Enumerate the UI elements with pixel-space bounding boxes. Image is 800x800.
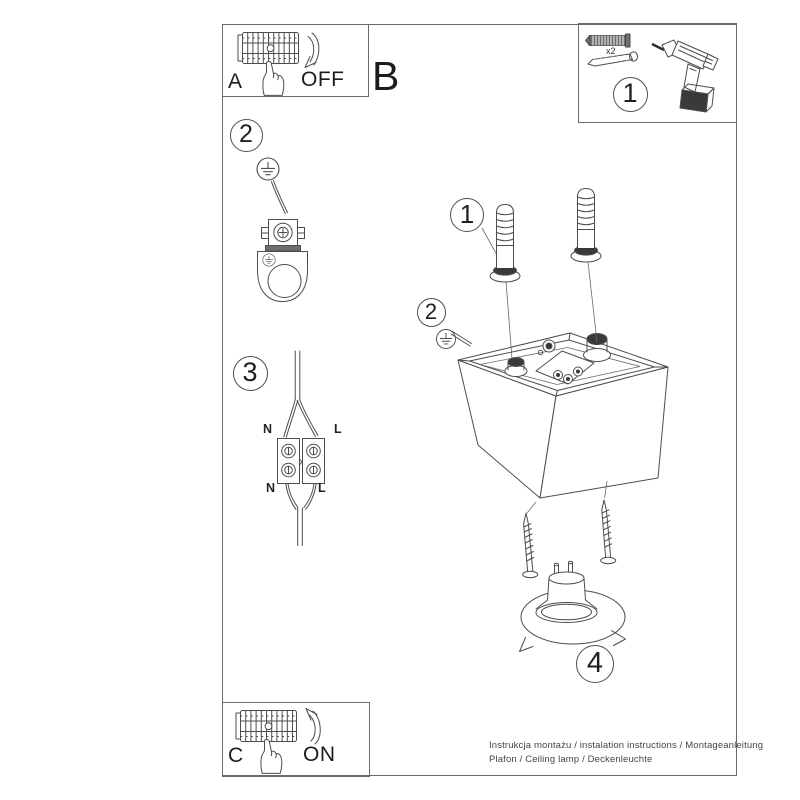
power-off-label: OFF [301,68,345,91]
callout-parts-1: 1 [613,77,648,112]
wire-label-bottom-l: L [318,481,326,495]
box-c-label: C [228,744,244,767]
box-c-border [222,702,370,777]
callout-main-ground-2: 2 [417,298,446,327]
page-border [222,24,737,776]
anchor-quantity-label: x2 [606,46,616,56]
callout-step-2: 2 [230,119,263,152]
power-on-label: ON [303,743,336,766]
callout-main-screws-1: 1 [450,198,484,232]
wire-label-top-n: N [263,422,273,436]
section-letter-b: B [372,53,400,99]
box-parts-border [578,23,737,123]
wire-label-bottom-n: N [266,481,276,495]
wire-label-top-l: L [334,422,342,436]
callout-step-3: 3 [233,356,268,391]
footer-instructions-line: Instrukcja montażu / instalation instructions / Montageanleitung [489,740,764,751]
box-a-label: A [228,70,243,93]
callout-bulb-4: 4 [576,645,614,683]
footer-product-line: Plafon / Ceiling lamp / Deckenleuchte [489,754,653,765]
box-a-border [222,24,369,97]
